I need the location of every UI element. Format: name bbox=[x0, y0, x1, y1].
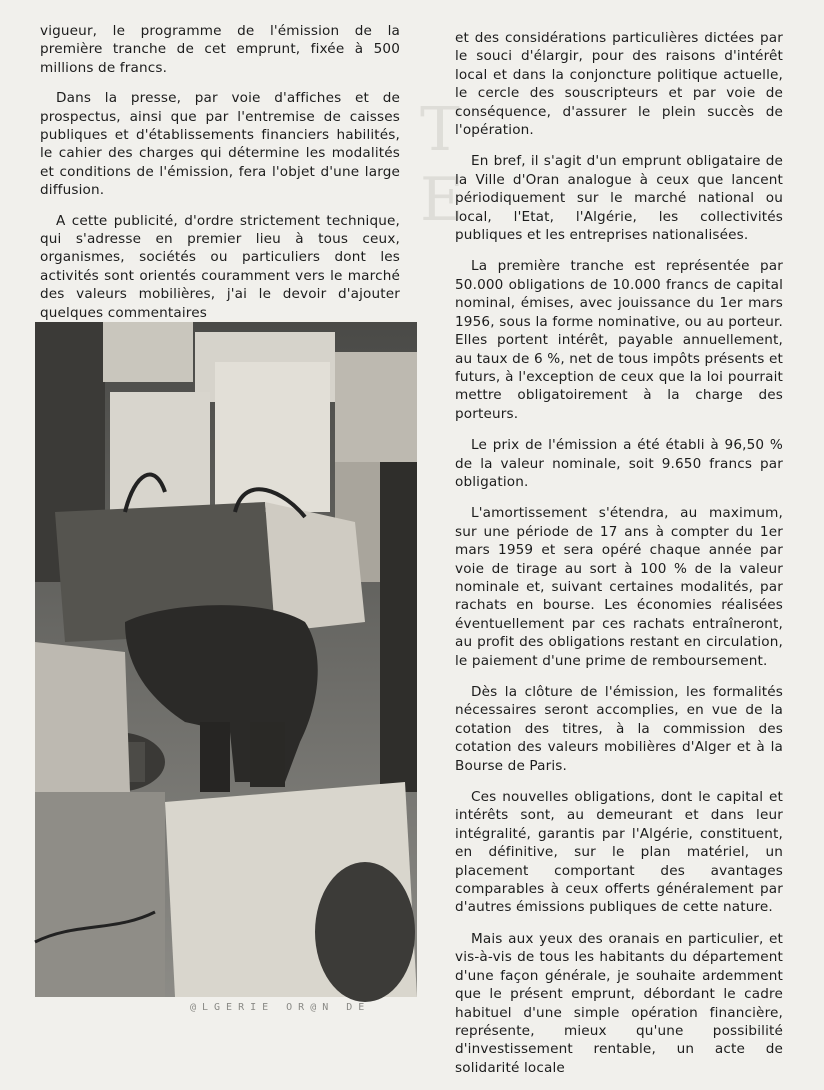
paragraph: L'amortissement s'étendra, au maximum, sur une période de 17 ans à compter du 1er mars 1959 et sera opéré chaque année par voie de tirage au sort à 100 % de la valeur nominale et, suivant certaines modalités, par rachats en bourse. Les économies réalisées éventuellement par ces rachats entraîneront, au profit des obligations restant en circulation, le paiement d'une prime de remboursement. bbox=[455, 505, 783, 669]
left-column bbox=[40, 22, 400, 334]
right-column bbox=[455, 29, 783, 1090]
paragraph: Dès la clôture de l'émission, les formalités nécessaires seront accomplies, en vue de la cotation des titres, à la commission des cotation des valeurs mobilières d'Alger et à la Bourse de Paris. bbox=[455, 684, 783, 774]
bleed-through-text: T E bbox=[420, 95, 464, 235]
quarry-worker-photo bbox=[35, 322, 417, 997]
paragraph: et des considérations particulières dictées par le souci d'élargir, pour des raisons d'intérêt local et dans la conjoncture politique actuelle, le cercle des souscripteurs et par voie de conséquence, d'assurer le plein succès de l'opération. bbox=[455, 30, 783, 139]
watermark: @LGERIE OR@N DE bbox=[190, 1002, 371, 1013]
paragraph: vigueur, le programme de l'émission de la première tranche de cet emprunt, fixée à 500 millions de francs. bbox=[40, 23, 400, 76]
paragraph: A cette publicité, d'ordre strictement technique, qui s'adresse en premier lieu à tous ceux, organismes, sociétés ou particuliers dont les activités sont orientés couramment vers le marché des valeurs mobilières, j'ai le devoir d'ajouter quelques commentaires bbox=[40, 212, 400, 321]
paragraph: Le prix de l'émission a été établi à 96,50 % de la valeur nominale, soit 9.650 francs par obligation. bbox=[455, 437, 783, 490]
paragraph: Mais aux yeux des oranais en particulier, et vis-à-vis de tous les habitants du département d'une façon générale, je souhaite ardemment que le présent emprunt, débordant le cadre habituel d'une simple opération financière, représente, mieux qu'une possibilité d'investissement rentable, un acte de solidarité locale bbox=[455, 930, 783, 1076]
paragraph: En bref, il s'agit d'un emprunt obligataire de la Ville d'Oran analogue à ceux que lancent périodiquement sur le marché national ou local, l'Etat, l'Algérie, les collectivités publiques et les entreprises nationalisées. bbox=[455, 153, 783, 244]
paragraph: La première tranche est représentée par 50.000 obligations de 10.000 francs de capital nominal, émises, avec jouissance du 1er mars 1956, sous la forme nominative, ou au porteur. Elles portent intérêt, payable annuellement, au taux de 6 %, net de tous impôts présents et futurs, à l'exception de ceux que la loi pourrait mettre obligatoirement à la charge des porteurs. bbox=[455, 258, 783, 422]
paragraph: Dans la presse, par voie d'affiches et de prospectus, ainsi que par l'entremise de caisses publiques et d'établissements financiers habilités, le cahier des charges qui détermine les modalités et conditions de l'émission, fera l'objet d'une large diffusion. bbox=[40, 90, 400, 199]
paragraph: Ces nouvelles obligations, dont le capital et intérêts sont, au demeurant et dans leur intégralité, garantis par l'Algérie, constituent, en définitive, sur le plan matériel, un placement comportant des avantages comparables à ceux offerts généralement par d'autres émissions publiques de cette nature. bbox=[455, 789, 783, 916]
